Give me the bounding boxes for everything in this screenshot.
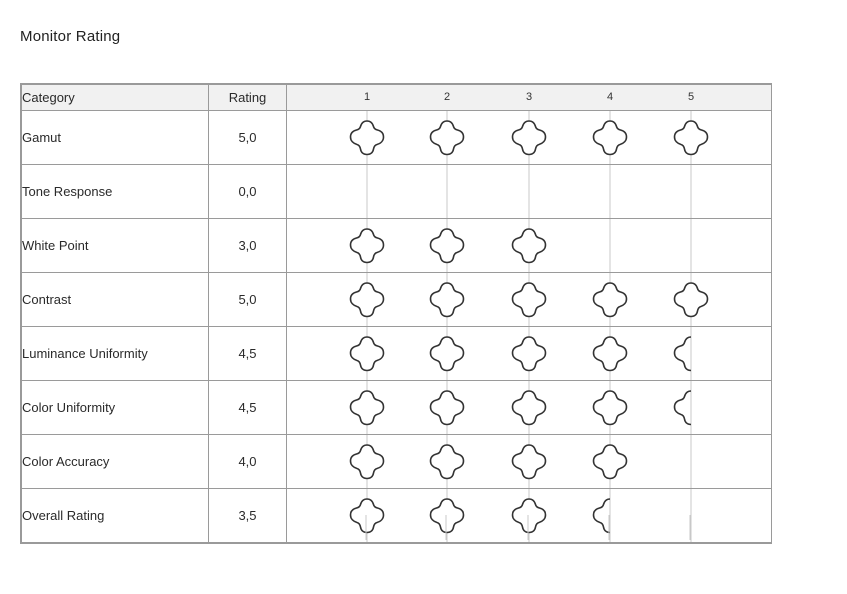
scale-tick-5: 5: [687, 91, 695, 103]
scale-rail-1: [367, 165, 368, 218]
row-rating-value-8: 3,5: [209, 489, 287, 543]
scale-rail-5: [691, 489, 692, 542]
row-rating-stars-5: [287, 327, 772, 381]
table-row: [22, 165, 772, 219]
star-icon: [669, 118, 713, 158]
star-icon: [425, 334, 469, 374]
row-category-1: Gamut: [22, 111, 209, 165]
star-icon: [345, 334, 389, 374]
row-rating-value-7: 4,0: [209, 435, 287, 489]
row-rating-stars-4: [287, 273, 772, 327]
scale-rail-2: [447, 165, 448, 218]
table-header-row: [22, 85, 772, 111]
row-rating-value-4: 5,0: [209, 273, 287, 327]
star-icon: [507, 496, 551, 536]
star-icon: [669, 280, 713, 320]
row-category-7: Color Accuracy: [22, 435, 209, 489]
star-icon: [669, 388, 713, 428]
scale-tick-2: 2: [443, 91, 451, 103]
row-rating-value-5: 4,5: [209, 327, 287, 381]
column-header-scale: [287, 85, 772, 111]
row-rating-value-6: 4,5: [209, 381, 287, 435]
scale-rail-5: [691, 435, 692, 488]
star-icon: [588, 118, 632, 158]
scale-tick-1: 1: [363, 91, 371, 103]
row-rating-stars-7: [287, 435, 772, 489]
table-row: [22, 435, 772, 489]
table-row: [22, 111, 772, 165]
star-icon: [345, 388, 389, 428]
scale-tick-row: [287, 85, 771, 110]
row-rating-value-1: 5,0: [209, 111, 287, 165]
star-icon: [345, 118, 389, 158]
table-row: [22, 327, 772, 381]
scale-tick-3: 3: [525, 91, 533, 103]
star-icon: [669, 334, 713, 374]
table-row: [22, 381, 772, 435]
row-category-4: Contrast: [22, 273, 209, 327]
star-icon: [588, 442, 632, 482]
star-icon: [345, 496, 389, 536]
star-icon: [345, 442, 389, 482]
table-header: [22, 85, 772, 111]
star-icon: [507, 280, 551, 320]
row-rating-stars-3: [287, 219, 772, 273]
row-category-2: Tone Response: [22, 165, 209, 219]
row-category-6: Color Uniformity: [22, 381, 209, 435]
scale-tick-4: 4: [606, 91, 614, 103]
star-icon: [345, 226, 389, 266]
scale-rail-5: [691, 219, 692, 272]
column-header-category: Category: [22, 85, 209, 111]
star-icon: [425, 226, 469, 266]
star-icon: [345, 280, 389, 320]
star-icon: [588, 496, 632, 536]
table-body: [22, 111, 772, 543]
table-row: [22, 273, 772, 327]
row-rating-stars-2: [287, 165, 772, 219]
star-icon: [425, 496, 469, 536]
star-icon: [507, 226, 551, 266]
star-icon: [425, 388, 469, 428]
star-icon: [425, 280, 469, 320]
row-category-8: Overall Rating: [22, 489, 209, 543]
star-icon: [507, 442, 551, 482]
table-row: [22, 219, 772, 273]
page-title: Monitor Rating: [20, 28, 121, 45]
star-icon: [425, 442, 469, 482]
row-rating-value-3: 3,0: [209, 219, 287, 273]
row-category-5: Luminance Uniformity: [22, 327, 209, 381]
row-rating-value-2: 0,0: [209, 165, 287, 219]
scale-rail-4: [610, 219, 611, 272]
row-rating-stars-8: [287, 489, 772, 543]
scale-rail-5: [691, 165, 692, 218]
star-icon: [425, 118, 469, 158]
star-icon: [588, 334, 632, 374]
star-icon: [507, 334, 551, 374]
scale-rail-4: [610, 165, 611, 218]
row-rating-stars-1: [287, 111, 772, 165]
column-header-rating: Rating: [209, 85, 287, 111]
star-icon: [507, 388, 551, 428]
monitor-rating-table: [20, 83, 772, 544]
row-category-3: White Point: [22, 219, 209, 273]
table-row: [22, 489, 772, 543]
star-icon: [588, 388, 632, 428]
scale-rail-3: [529, 165, 530, 218]
row-rating-stars-6: [287, 381, 772, 435]
star-icon: [588, 280, 632, 320]
ratings-table: [21, 84, 772, 543]
star-icon: [507, 118, 551, 158]
